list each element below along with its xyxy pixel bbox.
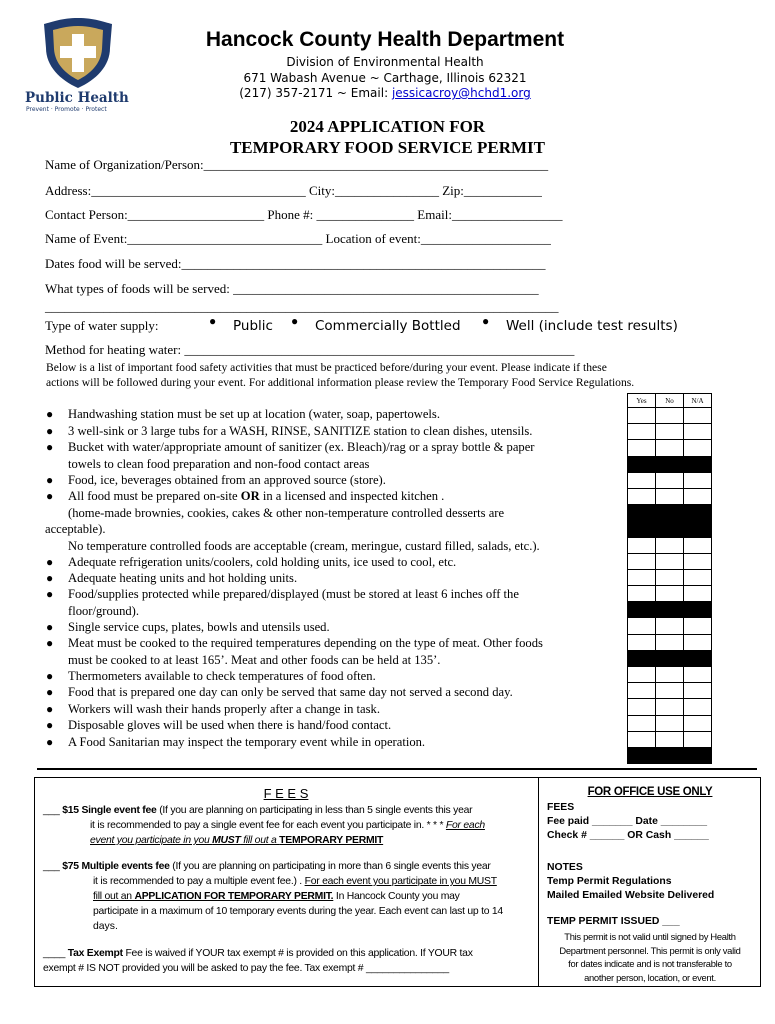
checklist-row — [628, 683, 712, 699]
single-fee-line3 — [90, 833, 383, 848]
tax-exempt-line1[interactable] — [43, 946, 473, 961]
heating-method-field[interactable]: Method for heating water: ____________________________________________________________ — [45, 342, 575, 357]
checkbox-cell-na[interactable] — [684, 667, 712, 683]
checkbox-cell-yes[interactable] — [628, 699, 656, 715]
fees-heading: F E E S — [263, 786, 309, 801]
office-notes-label: NOTES — [547, 862, 583, 873]
checklist-row — [628, 521, 712, 537]
checklist-row — [628, 456, 712, 472]
department-address: 671 Wabash Avenue ~ Carthage, Illinois 62321 — [243, 71, 527, 85]
bullet: ● — [46, 636, 54, 650]
checkbox-cell-na — [684, 747, 712, 763]
tax-exempt-label: Tax Exempt — [67, 948, 123, 959]
checklist-row — [628, 569, 712, 585]
water-option-public-bullet: ● — [209, 314, 217, 328]
item-gloves: Disposable gloves will be used when there is hand/food contact. — [68, 718, 392, 732]
checklist-row — [628, 505, 712, 521]
checklist-row — [628, 715, 712, 731]
item-single-service: Single service cups, plates, bowls and utensils used. — [68, 620, 330, 634]
event-field[interactable]: Name of Event:______________________________ Location of event:____________________ — [45, 231, 551, 246]
checkbox-cell-no — [656, 747, 684, 763]
item-sanitizer-bucket: Bucket with water/appropriate amount of sanitizer (ex. Bleach)/rag or a spray bottle & paper — [68, 440, 535, 454]
checkbox-cell-na[interactable] — [684, 472, 712, 488]
checklist-row — [628, 699, 712, 715]
checkbox-cell-yes — [628, 456, 656, 472]
checkbox-cell-no — [656, 521, 684, 537]
checkbox-cell-no[interactable] — [656, 634, 684, 650]
multiple-fee-line4: participate in a maximum of 10 temporary events during the year. Each event can last up to 14 — [93, 906, 503, 917]
single-fee-label: $15 Single event fee — [62, 805, 157, 816]
application-label: APPLICATION FOR TEMPORARY PERMIT. — [134, 891, 334, 902]
bullet: ● — [46, 718, 54, 732]
checkbox-cell-no[interactable] — [656, 472, 684, 488]
checkbox-cell-no[interactable] — [656, 553, 684, 569]
item-approved-source: Food, ice, beverages obtained from an approved source (store). — [68, 473, 386, 487]
item-inspection: A Food Sanitarian may inspect the temporary event while in operation. — [68, 735, 426, 749]
fee-text: (If you are planning on participating in more than 6 single events this year — [169, 861, 491, 872]
checkbox-cell-yes[interactable] — [628, 488, 656, 504]
fee-text: In Hancock County you may — [333, 891, 460, 902]
multiple-fee-line3 — [93, 889, 460, 904]
fee-text: it is recommended to pay a single event fee for each event you participate in. * * * — [90, 820, 446, 831]
checkbox-cell-no[interactable] — [656, 667, 684, 683]
checkbox-cell-yes[interactable] — [628, 537, 656, 553]
checkbox-cell-na[interactable] — [684, 715, 712, 731]
checkbox-cell-yes[interactable] — [628, 683, 656, 699]
checkbox-cell-no[interactable] — [656, 537, 684, 553]
water-option-public[interactable]: Public — [233, 318, 273, 334]
disclaimer-line: another person, location, or event. — [584, 971, 716, 983]
bullet: ● — [46, 685, 54, 699]
no-header: No — [656, 394, 684, 408]
bullet: ● — [46, 407, 54, 421]
checkbox-cell-na[interactable] — [684, 553, 712, 569]
checkbox-cell-yes[interactable] — [628, 440, 656, 456]
phone-text: (217) 357-2171 ~ Email: — [239, 86, 392, 100]
checklist-row — [628, 634, 712, 650]
bullet: ● — [46, 702, 54, 716]
checkbox-cell-yes[interactable] — [628, 618, 656, 634]
checklist-row — [628, 667, 712, 683]
multiple-fee-line5: days. — [93, 921, 118, 932]
checkbox-cell-no[interactable] — [656, 408, 684, 424]
office-disclaimer — [539, 930, 761, 984]
checkbox-cell-yes — [628, 521, 656, 537]
checkbox-cell-na[interactable] — [684, 408, 712, 424]
checkbox-cell-na — [684, 602, 712, 618]
checkbox-cell-no[interactable] — [656, 424, 684, 440]
fee-text: (If you are planning on participating in less than 5 single events this year — [156, 805, 473, 816]
form-title-line2: TEMPORARY FOOD SERVICE PERMIT — [229, 138, 546, 157]
yes-header: Yes — [628, 394, 656, 408]
checkbox-cell-na — [684, 521, 712, 537]
office-permit-issued[interactable]: TEMP PERMIT ISSUED ___ — [547, 916, 680, 927]
bullet: ● — [46, 440, 54, 454]
checkbox-cell-yes[interactable] — [628, 586, 656, 602]
checklist-row — [628, 424, 712, 440]
water-option-well[interactable]: Well (include test results) — [506, 318, 678, 334]
checkbox-cell-na[interactable] — [684, 488, 712, 504]
checkbox-cell-na[interactable] — [684, 440, 712, 456]
disclaimer-line: This permit is not valid until signed by Health — [564, 931, 736, 942]
fee-emphasis: For each — [445, 820, 485, 831]
fee-blank: ____ — [43, 948, 68, 959]
checkbox-cell-no — [656, 602, 684, 618]
tax-exempt-line2[interactable]: exempt # IS NOT provided you will be asked to pay the fee. Tax exempt # _______________ — [43, 963, 449, 974]
checkbox-cell-yes — [628, 650, 656, 666]
bullet: ● — [46, 587, 54, 601]
contact-field[interactable]: Contact Person:_____________________ Phone #: _______________ Email:_________________ — [45, 207, 563, 222]
checkbox-cell-no — [656, 505, 684, 521]
checklist-row — [628, 731, 712, 747]
logo-tagline: Prevent · Promote · Protect — [26, 106, 107, 113]
item-no-temp-controlled: No temperature controlled foods are acceptable (cream, meringue, custard filled, salads, etc.). — [68, 539, 540, 553]
checklist-row — [628, 586, 712, 602]
fee-blank: ___ — [43, 805, 63, 816]
bullet: ● — [46, 669, 54, 683]
item-food-protected-cont: floor/ground). — [68, 604, 139, 618]
email-link[interactable]: jessicacroy@hchd1.org — [391, 86, 531, 100]
item-prepared-onsite — [68, 488, 444, 504]
checkbox-cell-no — [656, 650, 684, 666]
department-title: Hancock County Health Department — [205, 28, 565, 51]
item-food-protected: Food/supplies protected while prepared/displayed (must be stored at least 6 inches off the — [68, 587, 519, 601]
checkbox-cell-no[interactable] — [656, 586, 684, 602]
disclaimer-line: for dates indicate and is not transferable to — [568, 958, 732, 969]
checkbox-cell-no[interactable] — [656, 569, 684, 585]
checkbox-cell-no — [656, 456, 684, 472]
division-name: Division of Environmental Health — [286, 55, 484, 69]
checklist-header-row — [628, 394, 712, 408]
checkbox-cell-no[interactable] — [656, 699, 684, 715]
item-homemade: (home-made brownies, cookies, cakes & other non-temperature controlled desserts are — [68, 506, 505, 520]
checkbox-cell-na[interactable] — [684, 634, 712, 650]
item-text: All food must be prepared on-site — [68, 489, 241, 503]
office-temp-regs: Temp Permit Regulations — [547, 876, 672, 887]
checklist-row — [628, 488, 712, 504]
bullet: ● — [46, 571, 54, 585]
item-handwashing: Handwashing station must be set up at location (water, soap, papertowels. — [68, 407, 440, 421]
item-three-sink: 3 well-sink or 3 large tubs for a WASH, RINSE, SANITIZE station to clean dishes, utensils. — [68, 424, 533, 438]
checkbox-cell-no[interactable] — [656, 731, 684, 747]
bullet: ● — [46, 489, 54, 503]
checkbox-cell-yes[interactable] — [628, 472, 656, 488]
fee-emphasis: fill out an — [93, 891, 135, 902]
checkbox-cell-yes — [628, 505, 656, 521]
bullet: ● — [46, 620, 54, 634]
temporary-permit-label: TEMPORARY PERMIT — [279, 835, 384, 846]
checkbox-cell-na[interactable] — [684, 731, 712, 747]
logo-text: Public Health — [25, 90, 129, 106]
checkbox-cell-na[interactable] — [684, 618, 712, 634]
checklist-intro: Below is a list of important food safety activities that must be practiced before/during your event. Please indicate if these actions will be followed during your event. For additional information please review the Temporary Food Service Regulations. — [46, 361, 635, 389]
checklist-row — [628, 747, 712, 763]
checkbox-cell-na — [684, 650, 712, 666]
checkbox-cell-yes[interactable] — [628, 634, 656, 650]
na-header: N/A — [684, 394, 712, 408]
checklist-row — [628, 440, 712, 456]
checkbox-cell-no[interactable] — [656, 488, 684, 504]
bullet: ● — [46, 555, 54, 569]
water-option-bottled[interactable]: Commercially Bottled — [315, 318, 461, 334]
section-divider — [37, 768, 757, 770]
checkbox-cell-yes[interactable] — [628, 731, 656, 747]
checkbox-cell-no[interactable] — [656, 715, 684, 731]
department-contact — [0, 86, 770, 100]
multiple-fee-line2 — [93, 874, 497, 889]
checkbox-cell-yes — [628, 747, 656, 763]
single-fee-line2 — [90, 818, 485, 833]
water-supply-label: Type of water supply: — [45, 318, 159, 333]
bullet: ● — [46, 473, 54, 487]
checkbox-cell-na[interactable] — [684, 683, 712, 699]
office-check-cash[interactable]: Check # ______ OR Cash ______ — [547, 830, 709, 841]
item-meat-temps-cont: must be cooked to at least 165’. Meat and other foods can be held at 135’. — [68, 653, 441, 667]
item-meat-temps: Meat must be cooked to the required temperatures depending on the type of meat. Other foods — [68, 636, 543, 650]
fee-text: Fee is waived if YOUR tax exempt # is provided on this application. If YOUR tax — [122, 948, 473, 959]
office-use-heading: FOR OFFICE USE ONLY — [587, 786, 713, 798]
bullet: ● — [46, 735, 54, 749]
checkbox-cell-yes[interactable] — [628, 408, 656, 424]
fee-emphasis: event you participate in you — [90, 835, 213, 846]
dates-field[interactable]: Dates food will be served:________________________________________________________ — [45, 256, 546, 271]
checklist-row — [628, 408, 712, 424]
office-delivery-options[interactable]: Mailed Emailed Website Delivered — [547, 890, 715, 901]
checkbox-cell-yes[interactable] — [628, 553, 656, 569]
item-handwash-workers: Workers will wash their hands properly after a change in task. — [68, 702, 380, 716]
checklist-row — [628, 553, 712, 569]
checkbox-cell-no[interactable] — [656, 618, 684, 634]
checklist-row — [628, 537, 712, 553]
disclaimer-line: Department personnel. This permit is only valid — [559, 944, 741, 956]
item-text: in a licensed and inspected kitchen . — [259, 489, 445, 503]
checkbox-cell-na[interactable] — [684, 424, 712, 440]
checkbox-cell-no[interactable] — [656, 683, 684, 699]
checkbox-cell-yes — [628, 602, 656, 618]
checkbox-cell-na — [684, 456, 712, 472]
water-option-well-bullet: ● — [482, 314, 490, 328]
checkbox-cell-na[interactable] — [684, 586, 712, 602]
multiple-fee-line1[interactable] — [43, 859, 491, 874]
address-field[interactable]: Address:_________________________________ City:________________ Zip:____________ — [45, 183, 542, 198]
item-refrigeration: Adequate refrigeration units/coolers, cold holding units, ice used to cool, etc. — [68, 555, 457, 569]
foods-field[interactable]: What types of foods will be served: _______________________________________________ — [45, 281, 539, 296]
item-sanitizer-bucket-cont: towels to clean food preparation and non-food contact areas — [68, 457, 370, 471]
checklist-row — [628, 602, 712, 618]
checklist-table — [627, 393, 712, 764]
checkbox-cell-yes[interactable] — [628, 569, 656, 585]
fee-blank: ___ — [43, 861, 63, 872]
item-thermometers: Thermometers available to check temperatures of food often. — [68, 669, 376, 683]
checklist-row — [628, 472, 712, 488]
item-emphasis: OR — [240, 489, 260, 503]
office-fees-label: FEES — [547, 802, 575, 813]
checklist-row — [628, 650, 712, 666]
checkbox-cell-na[interactable] — [684, 537, 712, 553]
checklist-row — [628, 618, 712, 634]
form-title-line1: 2024 APPLICATION FOR — [289, 117, 486, 136]
fee-emphasis: fill out a — [240, 835, 280, 846]
water-option-bottled-bullet: ● — [291, 314, 299, 328]
fee-text: it is recommended to pay a multiple event fee.) . — [93, 876, 305, 887]
item-same-day: Food that is prepared one day can only be served that same day not served a second day. — [68, 685, 513, 699]
foods-field-continued[interactable]: _______________________________________________________________________________ — [45, 299, 559, 314]
organization-field[interactable]: Name of Organization/Person:_____________________________________________________ — [45, 157, 549, 172]
checkbox-cell-na[interactable] — [684, 699, 712, 715]
checkbox-cell-no[interactable] — [656, 440, 684, 456]
bullet: ● — [46, 424, 54, 438]
item-heating-units: Adequate heating units and hot holding units. — [68, 571, 298, 585]
checkbox-cell-na[interactable] — [684, 569, 712, 585]
checkbox-cell-na — [684, 505, 712, 521]
multiple-fee-label: $75 Multiple events fee — [62, 861, 170, 872]
checkbox-cell-yes[interactable] — [628, 715, 656, 731]
single-fee-line1[interactable] — [43, 803, 472, 818]
office-fee-paid[interactable]: Fee paid _______ Date ________ — [547, 816, 708, 827]
fee-emphasis: MUST — [212, 835, 241, 846]
item-homemade-cont: acceptable). — [45, 522, 106, 536]
fee-emphasis: For each event you participate in you MUST — [304, 876, 497, 887]
checkbox-cell-yes[interactable] — [628, 424, 656, 440]
checkbox-cell-yes[interactable] — [628, 667, 656, 683]
